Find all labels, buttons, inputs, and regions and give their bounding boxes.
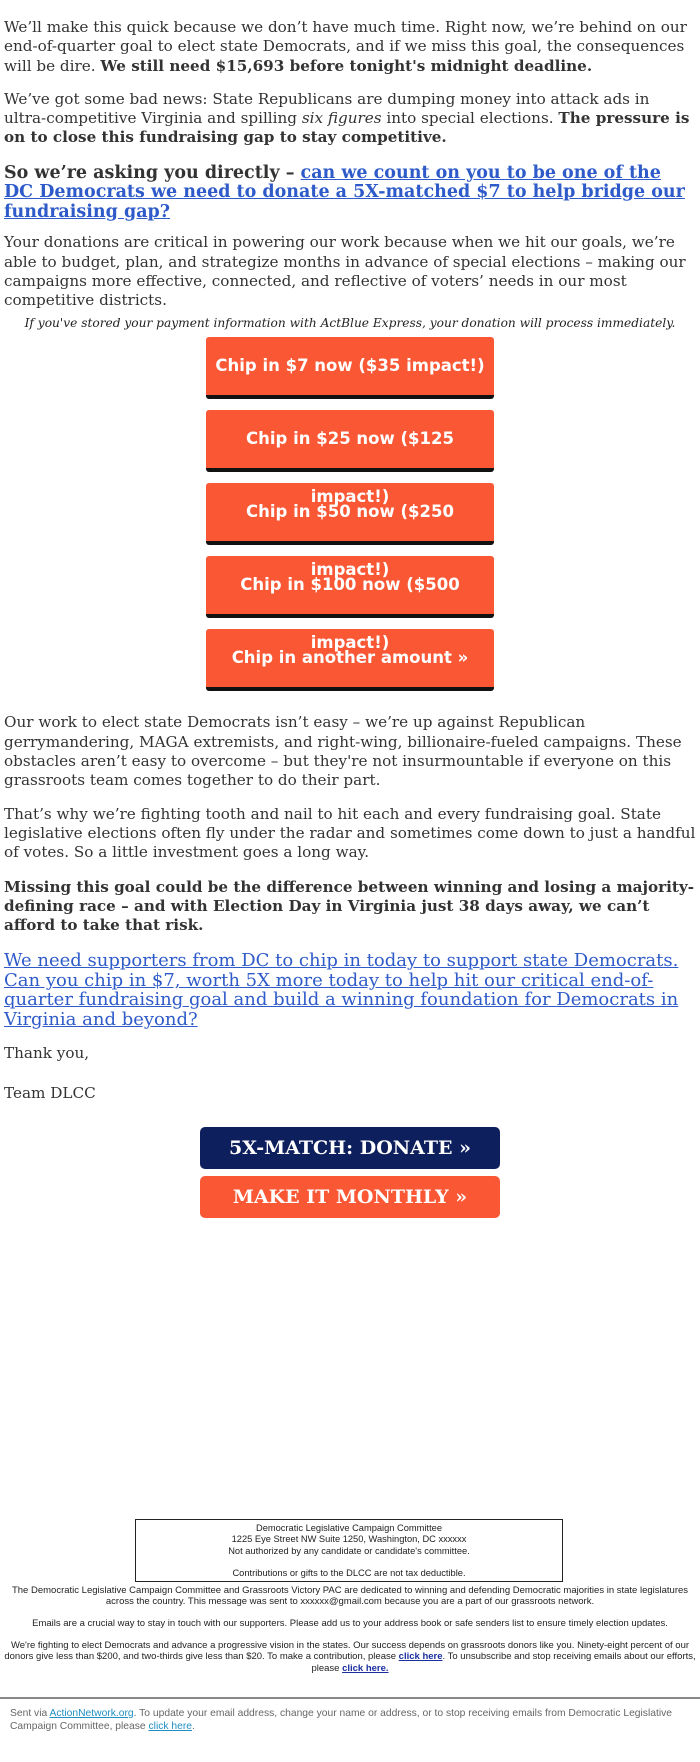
footer-fighting-text: We're fighting to elect Democrats and advance a progressive vision in the states. Our success depends on grassroots donors like you. Ninety-eight percent of our donors give less than $200, and two-thirds give less than $20. To make a contribution, please bbox=[4, 1640, 690, 1663]
footer-org-name: Democratic Legislative Campaign Committee bbox=[255, 1523, 442, 1533]
footer-address: 1225 Eye Street NW Suite 1250, Washington, DC xxxxxx bbox=[231, 1534, 467, 1545]
sent-via-prefix: Sent via bbox=[10, 1708, 50, 1719]
donate-button[interactable]: 5X-MATCH: DONATE » bbox=[200, 1127, 500, 1169]
chip-button-list bbox=[0, 337, 700, 691]
sent-via-middle: . To update your email address, change your name or address, or to stop receiving emails from Democratic Legislative Campaign Committee, please bbox=[10, 1708, 672, 1732]
missing-goal-paragraph: Missing this goal could be the difference between winning and losing a majority-defining race – and with Election Day in Virginia just 38 days away, we can’t afford to take that risk. bbox=[4, 877, 695, 935]
work-paragraph: Our work to elect state Democrats isn’t easy – we’re up against Republican gerrymandering, MAGA extremists, and right-wing, billionaire-fueled campaigns. These obstacles aren’t easy to overcome – but they're not insurmountable if everyone on this grassroots team comes together to do their part. bbox=[4, 713, 682, 790]
final-ask-link[interactable]: We need supporters from DC to chip in today to support state Democrats. Can you chip in $7, worth 5X more today to help hit our critical end-of-quarter fundraising goal and build a winning foundation for Democrats in Virginia and beyond? bbox=[4, 950, 679, 1030]
sent-via-text bbox=[10, 1708, 690, 1733]
signature: Team DLCC bbox=[4, 1083, 96, 1102]
bad-news-bold: The pressure is on to close this fundraising gap to stay competitive. bbox=[4, 109, 690, 147]
cta-buttons bbox=[0, 1127, 700, 1218]
intro-paragraph bbox=[0, 18, 700, 76]
intro-text: We’ll make this quick because we don’t have much time. Right now, we’re behind on our end-of-quarter goal to elect state Democrats, and if we miss this goal, the consequences will be dire. bbox=[4, 18, 687, 75]
chip-25-button[interactable]: Chip in $25 now ($125 bbox=[206, 410, 494, 472]
ask-paragraph bbox=[0, 164, 700, 223]
donations-paragraph: Your donations are critical in powering our work because when we hit our goals, we’re able to budget, plan, and strategize months in advance of special elections – making our campaigns more effective, connected, and reflective of voters’ needs in our most competitive districts. bbox=[4, 233, 686, 310]
footer-fighting bbox=[4, 1640, 696, 1674]
bad-news-paragraph bbox=[0, 90, 700, 148]
update-preferences-link[interactable]: click here bbox=[148, 1720, 193, 1732]
donate-ask-link[interactable]: can we count on you to be one of the DC Democrats we need to donate a 5X-matched $7 to help bridge our fundraising gap? bbox=[4, 162, 685, 222]
ask-text: So we’re asking you directly – bbox=[4, 162, 301, 183]
footer-tax-note: Contributions or gifts to the DLCC are not tax deductible. bbox=[232, 1568, 466, 1579]
contribute-link[interactable]: click here bbox=[398, 1651, 443, 1663]
footer-fighting-text-2: . To unsubscribe and stop receiving emails about our efforts, please bbox=[311, 1651, 696, 1674]
closing-text: Thank you, bbox=[4, 1044, 90, 1063]
footer-divider bbox=[0, 1697, 700, 1699]
actblue-note: If you've stored your payment information with ActBlue Express, your donation will process immediately. bbox=[24, 316, 676, 331]
make-monthly-button[interactable]: MAKE IT MONTHLY » bbox=[200, 1176, 500, 1218]
bad-news-italic: six figures bbox=[301, 109, 382, 128]
footer-dedicated: The Democratic Legislative Campaign Committee and Grassroots Victory PAC are dedicated to winning and defending Democratic majorities in state legislatures across the country. This message was sent to xxxxxx@gmail.com because you are a part of our grassroots network. bbox=[11, 1585, 689, 1608]
fighting-paragraph: That’s why we’re fighting tooth and nail to hit each and every fundraising goal. State legislative elections often fly under the radar and sometimes come down to just a handful of votes. So a little investment goes a long way. bbox=[4, 804, 696, 862]
actionnetwork-link[interactable]: ActionNetwork.org bbox=[49, 1708, 134, 1719]
chip-100-button[interactable]: Chip in $100 now ($500 bbox=[206, 556, 494, 618]
footer-address-box bbox=[135, 1519, 563, 1582]
final-ask-paragraph bbox=[0, 951, 700, 1029]
chip-50-button[interactable]: Chip in $50 now ($250 bbox=[206, 483, 494, 545]
chip-other-amount-button[interactable]: Chip in another amount » bbox=[206, 629, 494, 691]
chip-7-button[interactable]: Chip in $7 now ($35 impact!) bbox=[206, 337, 494, 399]
footer-not-authorized: Not authorized by any candidate or candidate's committee. bbox=[228, 1545, 470, 1556]
sent-via-end: . bbox=[192, 1720, 195, 1732]
unsubscribe-link[interactable]: click here. bbox=[342, 1662, 389, 1674]
bad-news-text: We’ve got some bad news: State Republicans are dumping money into attack ads in ultra-competitive Virginia and spilling bbox=[4, 89, 650, 128]
bad-news-text-2: into special elections. bbox=[381, 109, 559, 128]
footer-emails-note: Emails are a crucial way to stay in touch with our supporters. Please add us to your address book or safe senders list to ensure timely election updates. bbox=[32, 1618, 668, 1629]
intro-deadline: We still need $15,693 before tonight's midnight deadline. bbox=[100, 56, 593, 75]
